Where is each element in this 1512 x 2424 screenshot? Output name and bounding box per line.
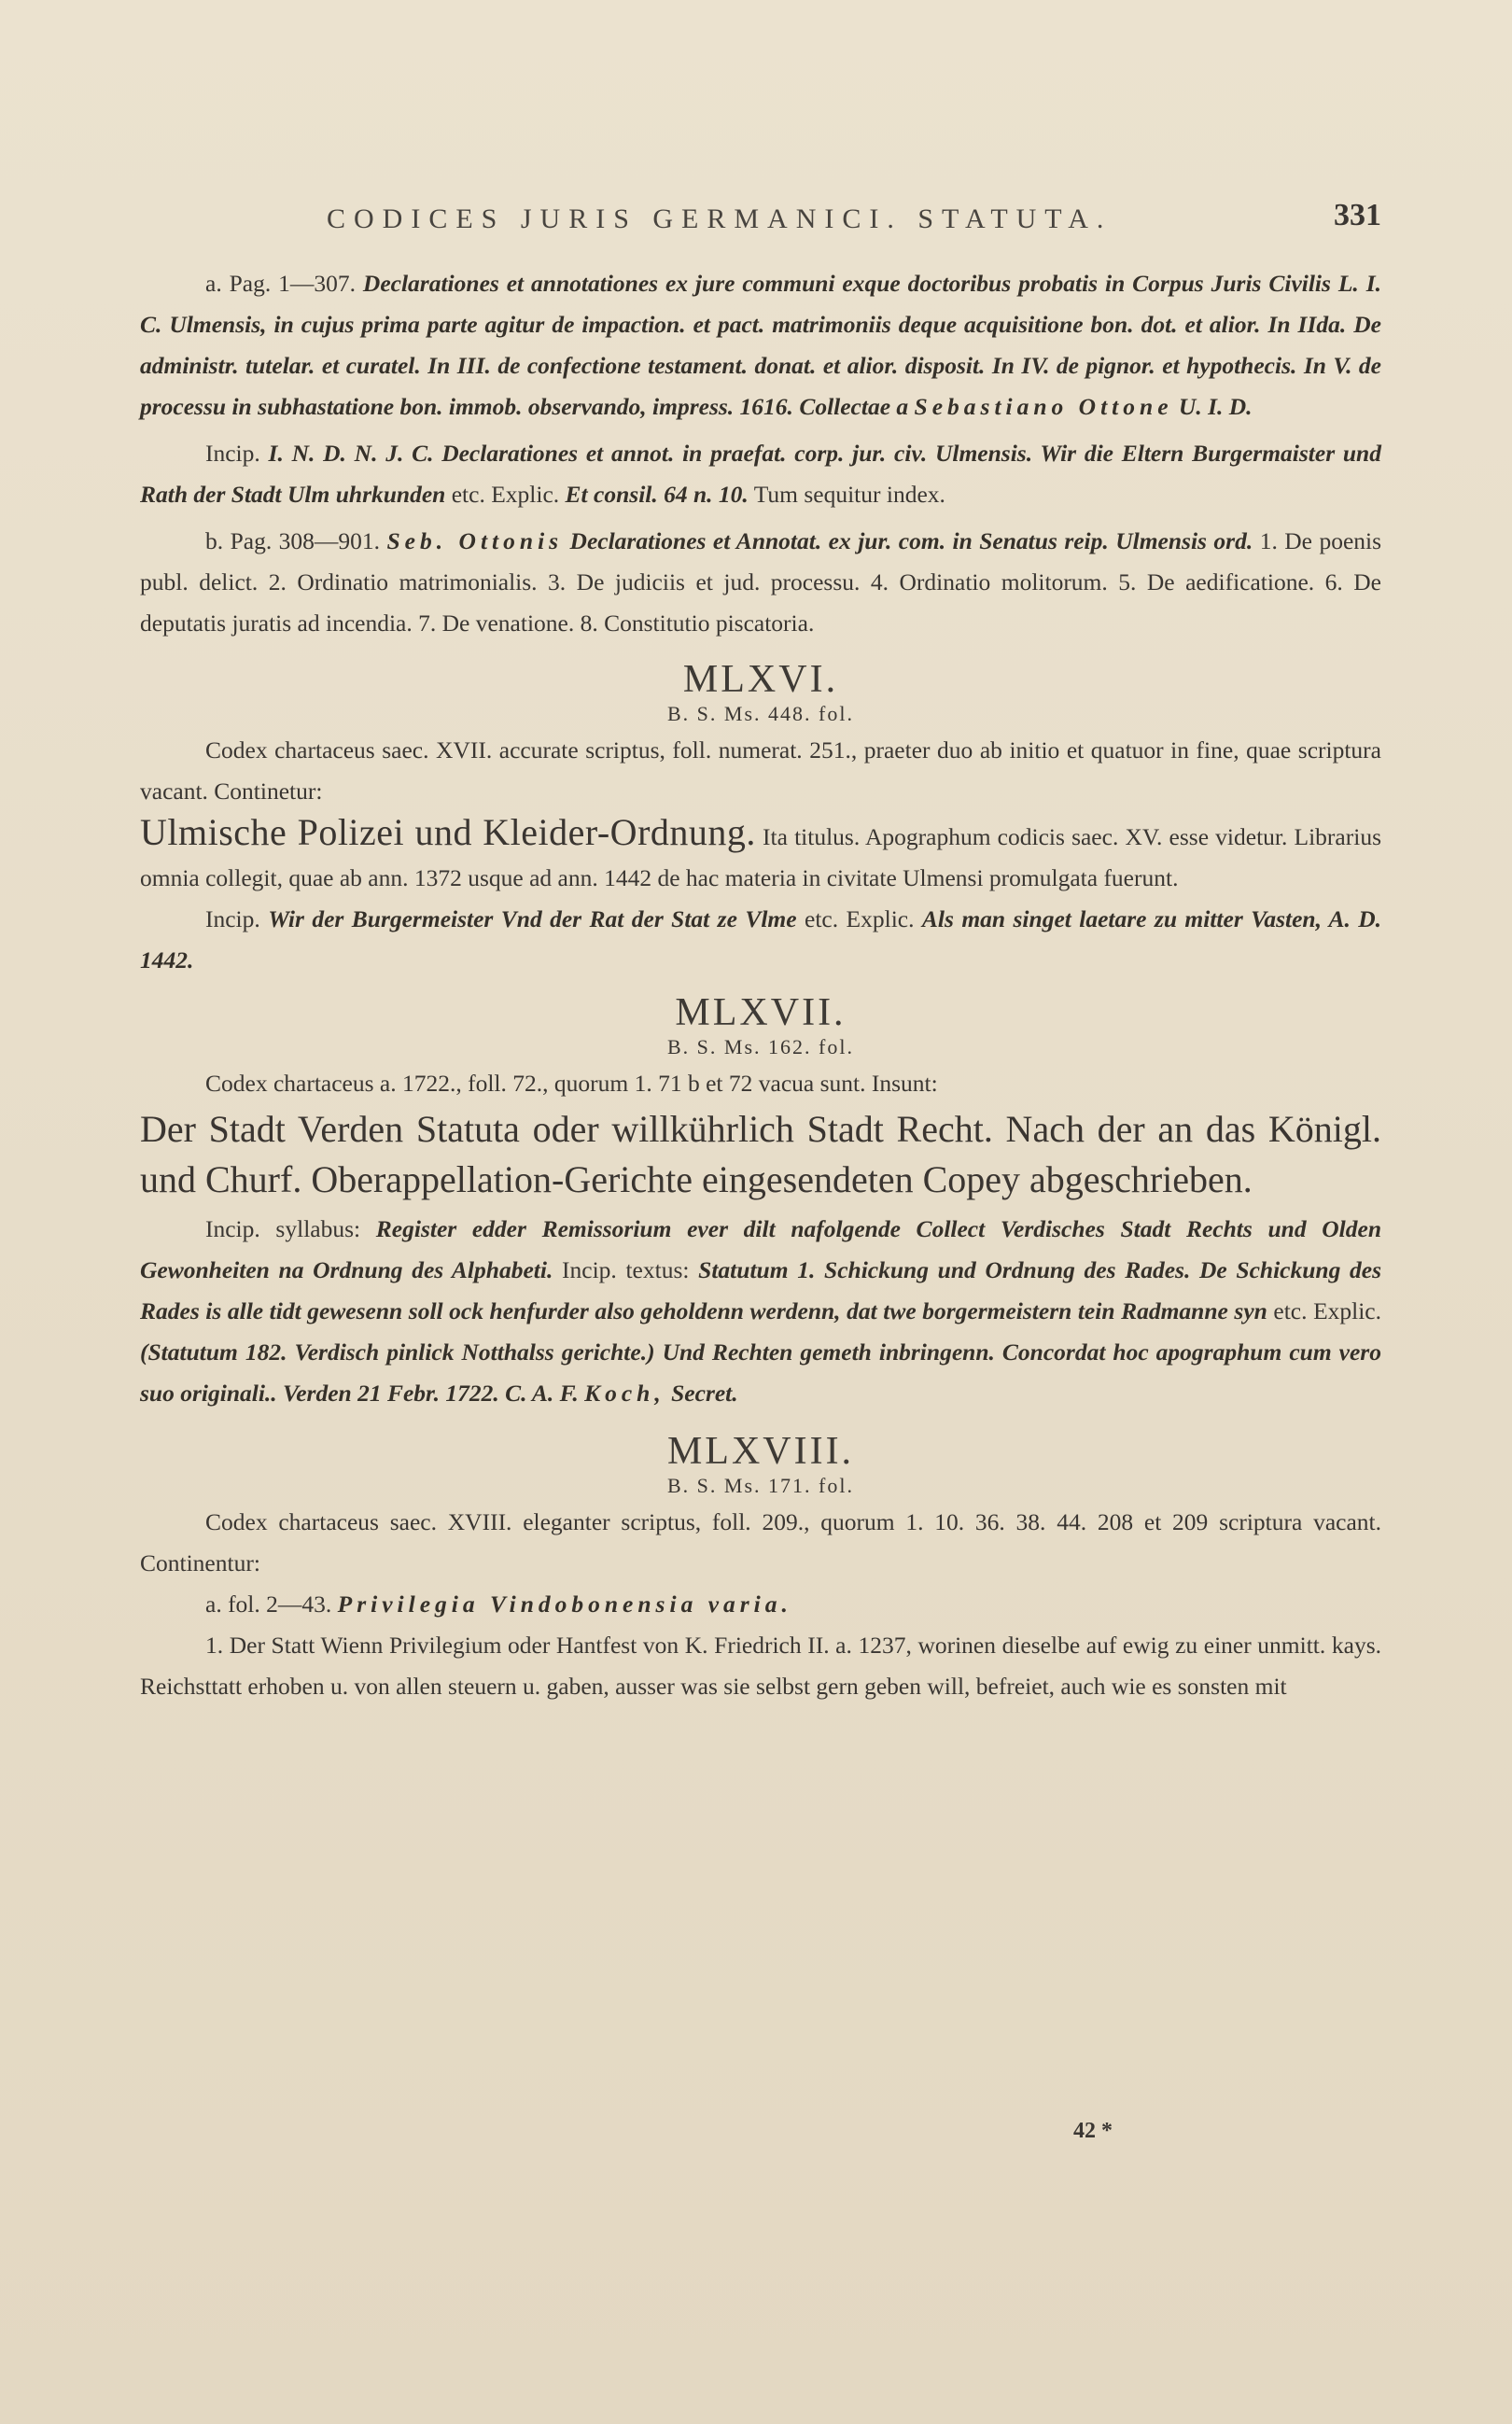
item-1-1068: 1. Der Statt Wienn Privilegium oder Hantfest von K. Friedrich II. a. 1237, worinen dieselbe auf ewig zu einer unmitt. kays. Reichsttatt erhoben u. von allen steuern u. gaben, ausser was sie selbst gern geben will, befreiet, auch wie es sonsten mit: [140, 1632, 1381, 1700]
paragraph-b: [140, 521, 1381, 644]
a-text: Declarationes et annotationes ex jure communi exque doctoribus probatis in Corpus Juris Civilis L. I. C. Ulmensis, in cujus prima parte agitur de impaction. et pact. matrimoniis deque acquisitione bon. dot. et alior. In IIda. De administr. tutelar. et curatel. In III. de confectione testament. donat. et alior. disposit. In IV. de pignor. et hypothecis. In V. de processu in subhastatione bon. immob. observando, impress. 1616.: [140, 270, 1381, 420]
shelfmark-1068: B. S. Ms. 171. fol.: [667, 1474, 854, 1497]
explic-text-1067: (Statutum 182. Verdisch pinlick Notthalss gerichte.) Und Rechten gemeth inbringenn.: [140, 1338, 995, 1366]
a-text-1068: Privilegia Vindobonensia varia.: [337, 1590, 792, 1618]
a-collect-pre: Collectae a: [799, 393, 909, 420]
koch-1067: Koch,: [584, 1380, 665, 1407]
paragraph-a: [140, 263, 1381, 427]
incip-text-1067: Register edder Remissorium ever dilt nafolgende Collect Verdisches Stadt Rechts und Olden Gewonheiten na Ordnung des Alphabeti.: [140, 1215, 1381, 1283]
page-number: 331: [1334, 198, 1381, 232]
section-heading-1067: MLXVII.: [675, 991, 847, 1034]
incip1-tail: Tum sequitur index.: [753, 481, 945, 508]
signature-mark: 42 *: [1073, 2119, 1113, 2143]
section-heading-1068: MLXVIII.: [666, 1430, 855, 1473]
incip1-text: I. N. D. N. J. C. Declarationes et annot. in praefat. corp. jur. civ. Ulmensis. Wir die Eltern Burgermaister und Rath der Stadt Ulm uhrkunden: [140, 440, 1381, 508]
b-label: b. Pag. 308—901.: [205, 527, 381, 554]
incip1-etc: etc.: [451, 481, 485, 508]
item-a-1068: [140, 1584, 1381, 1625]
shelfmark-1067: B. S. Ms. 162. fol.: [667, 1035, 854, 1058]
explic-text-1066: Als man singet laetare zu mitter Vasten, A. D. 1442.: [140, 905, 1382, 974]
running-header: [140, 198, 1381, 245]
incip1-explic-text: Et consil. 64 n. 10.: [565, 481, 749, 508]
title-big-1066: Ulmische Polizei und Kleider-Ordnung.: [140, 811, 756, 853]
concordat-1067: Concordat hoc apographum cum vero suo originali.. Verden 21 Febr. 1722. C. A. F.: [140, 1338, 1381, 1407]
desc-1066: Codex chartaceus saec. XVII. accurate scriptus, foll. numerat. 251., praeter duo ab initio et quatuor in fine, quae scriptura vacant. Continetur:: [140, 736, 1381, 805]
b-italic: Declarationes et Annotat. ex jur. com. in Senatus reip. Ulmensis ord.: [569, 527, 1253, 554]
explic-label-1067: Explic.: [1313, 1297, 1382, 1324]
title-big-1067: Der Stadt Verden Statuta oder willkührlich Stadt Recht. Nach der an das Königl. und Churf. Oberappellation-Gerichte eingesendeten Copey abgeschrieben.: [140, 1108, 1381, 1200]
incip1-label: Incip.: [205, 440, 260, 467]
paragraph-incip-1: [140, 433, 1381, 515]
a-collect-name: Sebastiano Ottone: [914, 393, 1173, 420]
incip-1066: [140, 899, 1381, 981]
etc-1067: etc.: [1273, 1297, 1308, 1324]
title-para-1066: [140, 812, 1381, 899]
incip-etc-1066: etc.: [805, 905, 839, 932]
b-list: 1. De poenis publ. delict. 2. Ordinatio matrimonialis. 3. De judiciis et jud. processu. 4. Ordinatio molitorum. 5. De aedificatione. 6. De deputatis juratis ad incendia. 7. De venatione. 8. Constitutio piscatoria.: [140, 527, 1382, 637]
textus-label-1067: Incip. textus:: [562, 1256, 690, 1283]
incip-label-1066: Incip.: [205, 905, 260, 932]
a-collect-post: U. I. D.: [1178, 393, 1253, 420]
explic-label-1066: Explic.: [846, 905, 915, 932]
secret-1067: Secret.: [671, 1380, 738, 1407]
incip-1067: [140, 1209, 1381, 1414]
incip-label-1067: Incip. syllabus:: [205, 1215, 361, 1242]
section-heading-1066: MLXVI.: [682, 658, 839, 701]
body-text: [140, 263, 1381, 1707]
shelfmark-1066: B. S. Ms. 448. fol.: [667, 702, 854, 725]
title-rest-1066: Ita titulus. Apographum codicis saec. XV. esse videtur. Librarius omnia collegit, quae ab ann. 1372 usque ad ann. 1442 de hac materia in civitate Ulmensi promulgata fuerunt.: [140, 823, 1381, 891]
incip1-explic: Explic.: [491, 481, 560, 508]
b-name: Seb. Ottonis: [386, 527, 564, 554]
a-label-1068: a. fol. 2—43.: [205, 1590, 332, 1618]
running-title: CODICES JURIS GERMANICI. STATUTA.: [327, 203, 1113, 234]
incip-text-1066: Wir der Burgermeister Vnd der Rat der Stat ze Vlme: [268, 905, 797, 932]
desc-1067: Codex chartaceus a. 1722., foll. 72., quorum 1. 71 b et 72 vacua sunt. Insunt:: [205, 1070, 938, 1097]
a-label: a. Pag. 1—307.: [205, 270, 356, 297]
textus-text-1067: Statutum 1. Schickung und Ordnung des Rades. De Schickung des Rades is alle tidt gewesenn soll ock henfurder also geholdenn werdenn, dat twe borgermeistern tein Radmanne syn: [140, 1256, 1382, 1324]
desc-1068: Codex chartaceus saec. XVIII. eleganter scriptus, foll. 209., quorum 1. 10. 36. 38. 44. 208 et 209 scriptura vacant. Continentur:: [140, 1508, 1381, 1576]
